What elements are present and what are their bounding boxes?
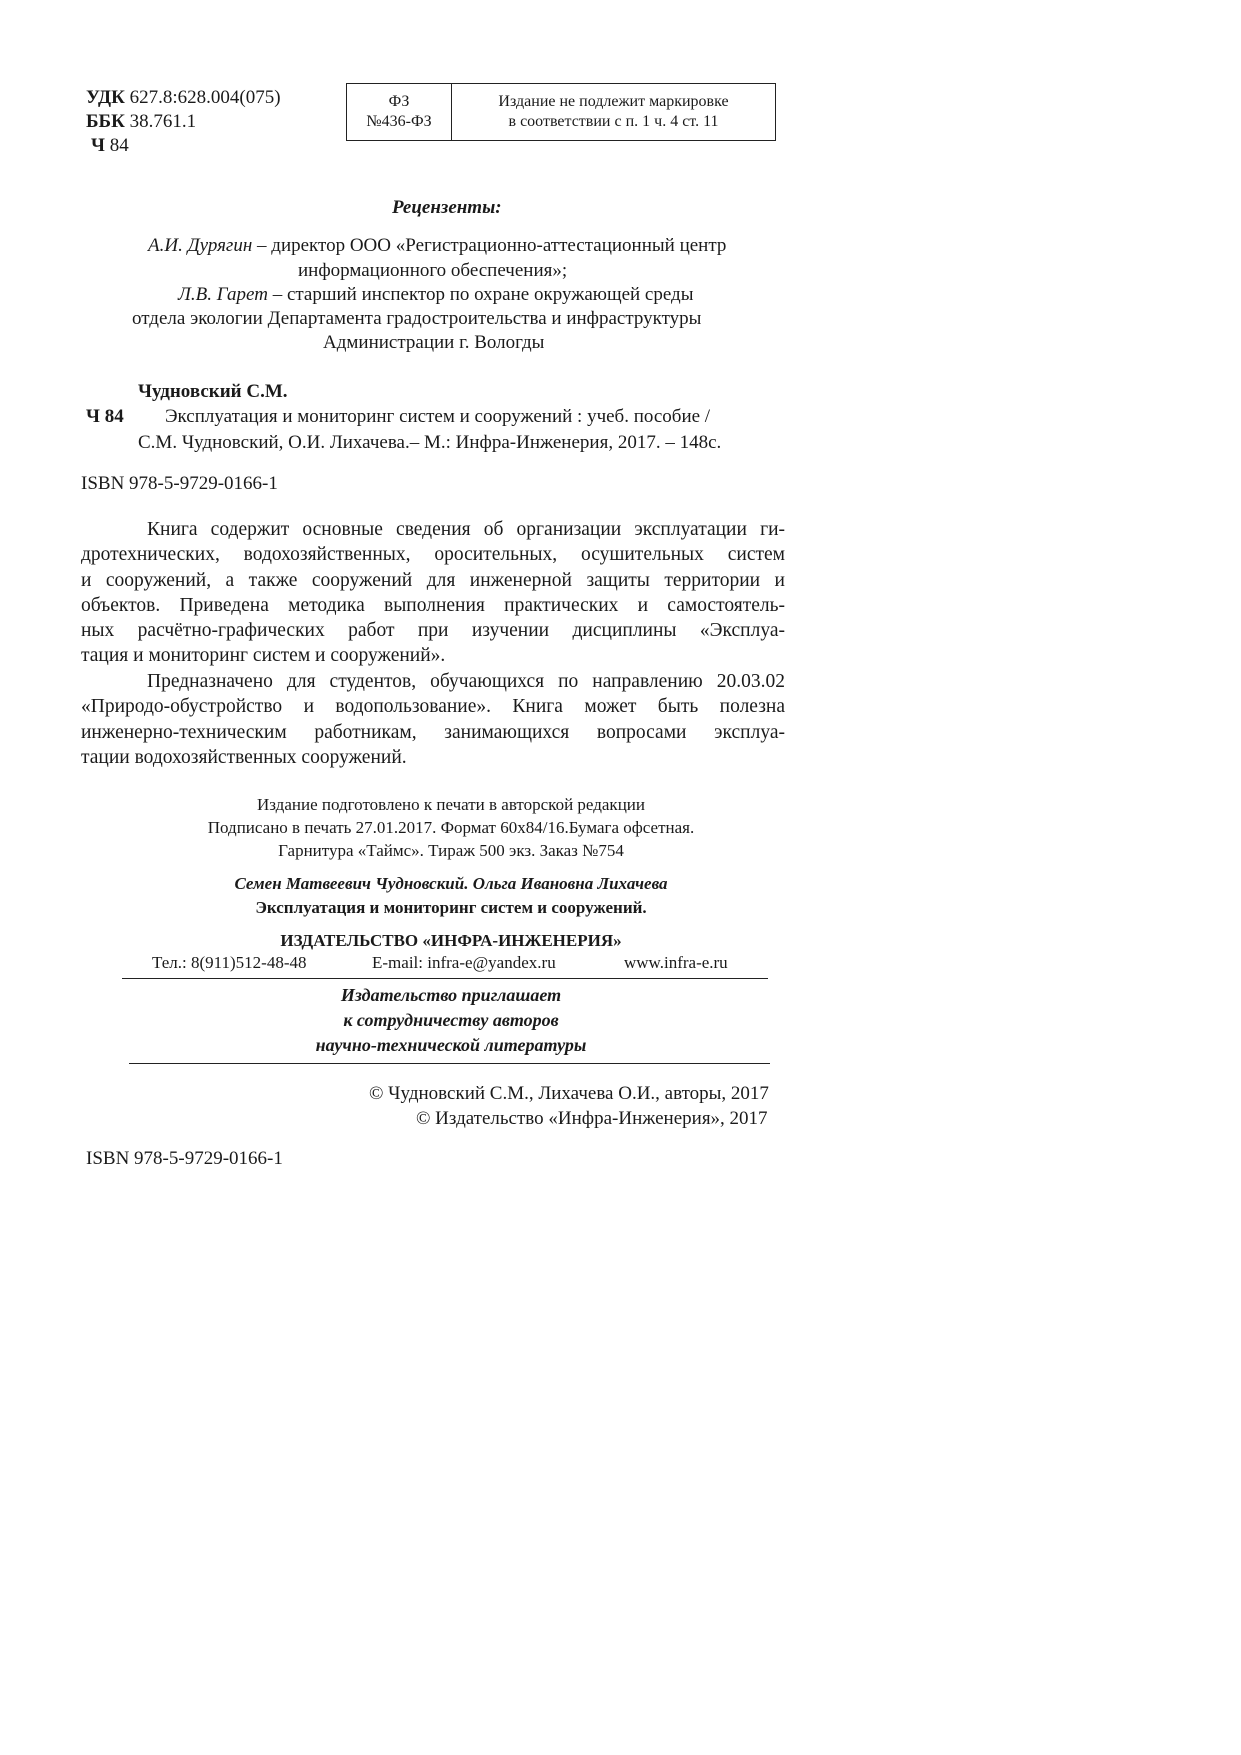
publisher-invite-line3: научно-технической литературы xyxy=(315,1035,587,1055)
bib-title-line2: С.М. Чудновский, О.И. Лихачева.– М.: Инфра-Инженерия, 2017. – 148с. xyxy=(138,432,722,453)
abstract-p1-line: Книга содержит основные сведения об организации эксплуатации ги- xyxy=(147,519,785,540)
udk-line xyxy=(86,86,281,109)
imprint-line3: Гарнитура «Таймс». Тираж 500 экз. Заказ №754 xyxy=(278,841,624,860)
fz-marking-box xyxy=(346,83,776,141)
reviewer-2-line2: отдела экологии Департамента градостроительства и инфраструктуры xyxy=(132,308,702,329)
reviewer-2-line1 xyxy=(178,283,693,306)
copyright-publisher: © Издательство «Инфра-Инженерия», 2017 xyxy=(416,1108,768,1129)
publisher-invite-line1: Издательство приглашает xyxy=(340,985,562,1005)
abstract-p1-line: тация и мониторинг систем и сооружений». xyxy=(81,645,446,667)
bbk-line xyxy=(86,110,196,133)
imprint-authors-full: Семен Матвеевич Чудновский. Ольга Ивановна Лихачева xyxy=(234,874,668,893)
imprint-line2: Подписано в печать 27.01.2017. Формат 60х84/16.Бумага офсетная. xyxy=(207,818,695,837)
fz-note-line2: в соответствии с п. 1 ч. 4 ст. 11 xyxy=(508,113,719,130)
bib-mark: Ч 84 xyxy=(86,406,124,427)
reviewer-1-line2: информационного обеспечения»; xyxy=(298,260,568,281)
reviewer-1-name: А.И. Дурягин xyxy=(148,235,253,256)
fz-law-cell xyxy=(347,84,452,140)
fz-note-cell xyxy=(452,84,775,140)
abstract-p2-line: Предназначено для студентов, обучающихся по направлению 20.03.02 xyxy=(147,671,785,692)
abstract-paragraph-2 xyxy=(81,669,785,770)
bib-isbn: ISBN 978-5-9729-0166-1 xyxy=(81,473,278,494)
fz-law-line1: ФЗ xyxy=(388,93,410,110)
abstract-paragraph-1 xyxy=(81,517,785,669)
udk-label: УДК xyxy=(86,87,125,108)
udk-value: 627.8:628.004(075) xyxy=(129,87,281,108)
abstract-p2-line: «Природо-обустройство и водопользование». Книга может быть полезна xyxy=(81,696,785,718)
abstract-p1-line: и сооружений, а также сооружений для инженерной защиты территории и xyxy=(81,569,785,591)
reviewers-title: Рецензенты: xyxy=(392,197,502,218)
publisher-phone: Тел.: 8(911)512-48-48 xyxy=(152,953,307,972)
reviewer-1-line1 xyxy=(148,234,726,257)
publisher-divider-bottom xyxy=(129,1063,770,1064)
bib-author: Чудновский С.М. xyxy=(138,381,288,402)
author-mark-line xyxy=(91,134,129,157)
isbn-footer: ISBN 978-5-9729-0166-1 xyxy=(86,1148,283,1169)
publisher-name: ИЗДАТЕЛЬСТВО «ИНФРА-ИНЖЕНЕРИЯ» xyxy=(280,931,622,950)
abstract-p2-line: тации водохозяйственных сооружений. xyxy=(81,746,407,768)
author-mark-label: Ч xyxy=(91,135,105,156)
bbk-label: ББК xyxy=(86,111,125,132)
abstract-p1-line: объектов. Приведена методика выполнения практических и самостоятель- xyxy=(81,594,785,616)
copyright-authors: © Чудновский С.М., Лихачева О.И., авторы, 2017 xyxy=(369,1083,769,1104)
abstract-p2-line: инженерно-техническим работникам, занимающихся вопросами эксплуа- xyxy=(81,721,785,743)
reviewer-2-name: Л.В. Гарет xyxy=(178,284,268,305)
imprint-book-title: Эксплуатация и мониторинг систем и сооружений. xyxy=(255,898,647,917)
bib-title-line1: Эксплуатация и мониторинг систем и сооружений : учеб. пособие / xyxy=(165,406,711,427)
publisher-website: www.infra-e.ru xyxy=(624,953,728,972)
publisher-invite-line2: к сотрудничеству авторов xyxy=(343,1010,559,1030)
fz-note-line1: Издание не подлежит маркировке xyxy=(498,93,729,110)
imprint-line1: Издание подготовлено к печати в авторской редакции xyxy=(257,795,645,814)
abstract-p1-line: ных расчётно-графических работ при изучении дисциплины «Эксплуа- xyxy=(81,620,785,642)
bbk-value: 38.761.1 xyxy=(129,111,197,132)
reviewer-2-desc: – старший инспектор по охране окружающей среды xyxy=(267,284,694,305)
reviewer-2-line3: Администрации г. Вологды xyxy=(323,332,545,353)
author-mark-value: 84 xyxy=(109,135,129,156)
publisher-email: E-mail: infra-e@yandex.ru xyxy=(372,953,556,972)
publisher-divider-top xyxy=(122,978,768,979)
reviewer-1-desc: – директор ООО «Регистрационно-аттестационный центр xyxy=(252,235,727,256)
abstract-p1-line: дротехнических, водохозяйственных, оросительных, осушительных систем xyxy=(81,544,785,566)
fz-law-line2: №436-ФЗ xyxy=(366,113,432,130)
